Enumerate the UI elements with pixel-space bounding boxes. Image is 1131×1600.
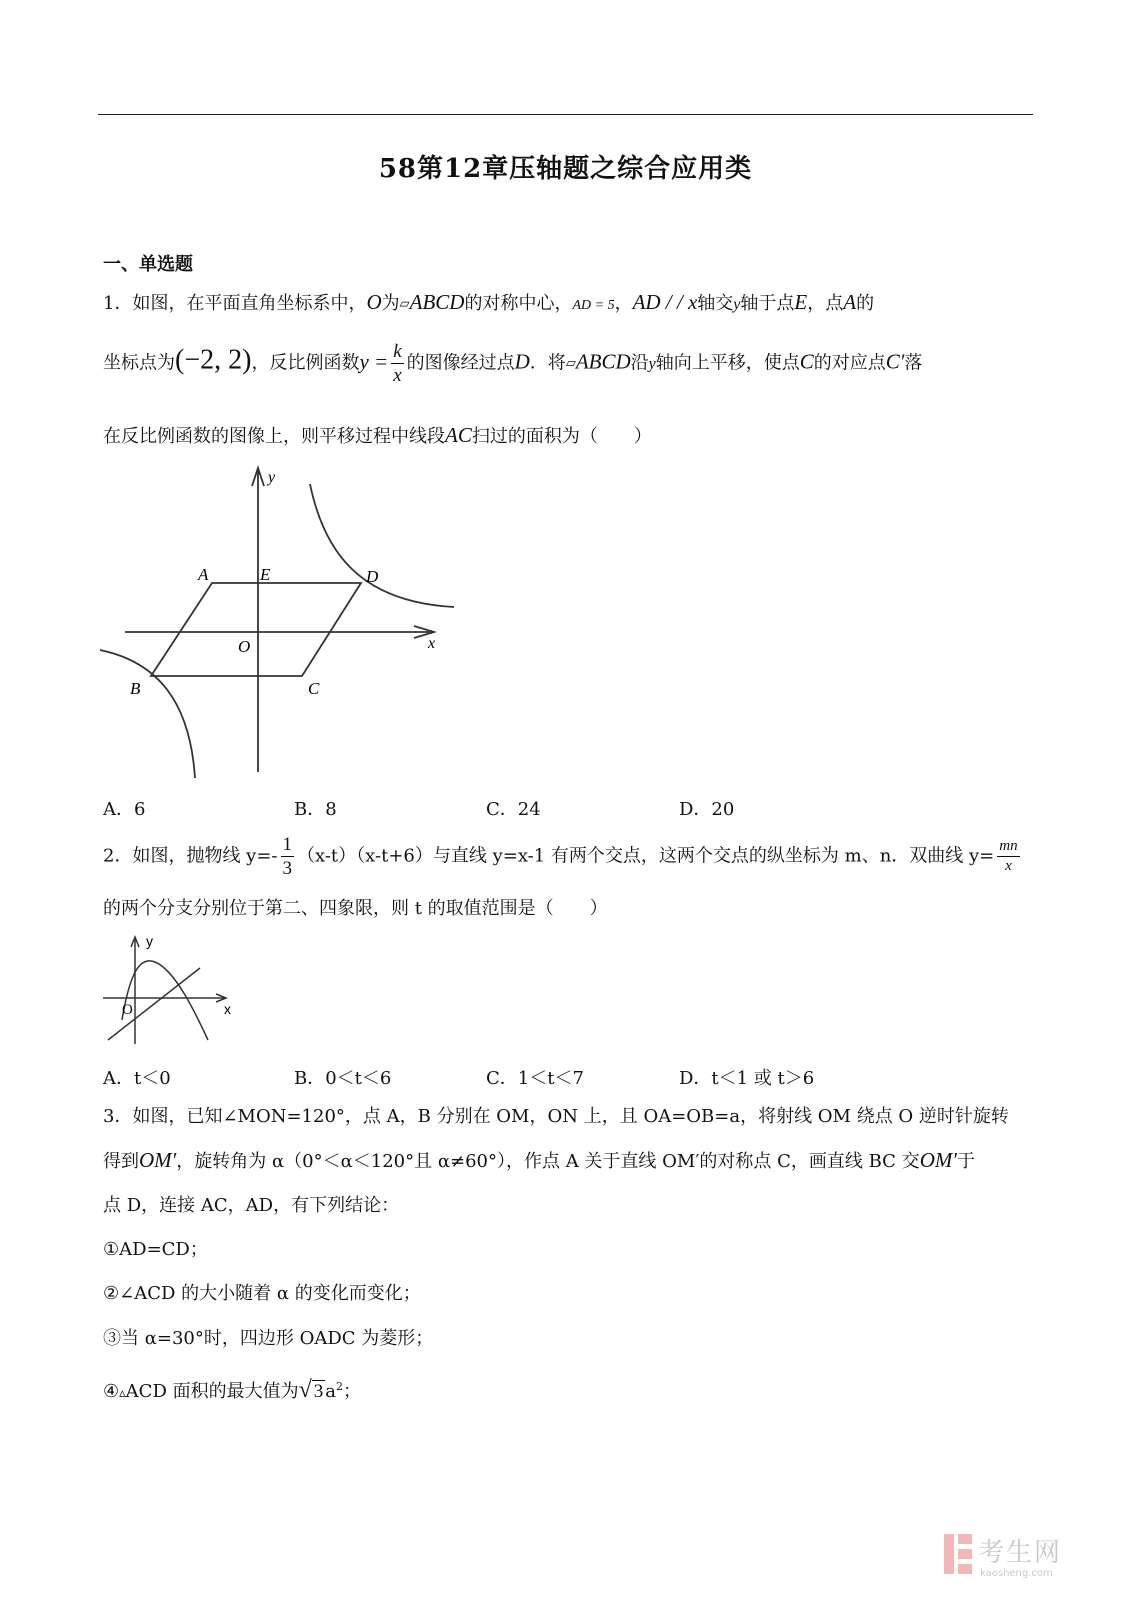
fraction-mn-over-x: $\frac{mn}{x}$	[999, 838, 1018, 874]
header-rule	[98, 114, 1033, 115]
q1-figure	[98, 462, 468, 782]
q1-option-a[interactable]: A．6	[103, 799, 146, 820]
q2-option-b[interactable]: B．0＜t＜6	[294, 1068, 392, 1089]
label-a: A	[198, 565, 209, 584]
label-e: E	[260, 565, 271, 584]
label-b: B	[130, 679, 141, 698]
q3-line-2: 得到OM′，旋转角为 α（0°＜α＜120°且 α≠60°），作点 A 关于直线 OM′的对称点 C，画直线 BC 交OM′于	[103, 1148, 975, 1172]
section-heading: 一、单选题	[103, 254, 193, 275]
label-c: C	[308, 679, 320, 698]
watermark-logo-icon	[942, 1532, 974, 1576]
q2-line-1: 2．如图，抛物线 y=- $\frac{1}{3}$ （x-t）（x-t+6）与直线 y=x-1 有两个交点，这两个交点的纵坐标为 m、n．双曲线 y= $\frac{mn}{x}$	[103, 834, 1018, 879]
label-y: y	[268, 469, 276, 486]
q2-option-c[interactable]: C．1＜t＜7	[486, 1068, 584, 1089]
q2-figure	[100, 932, 240, 1047]
label-d: D	[366, 567, 379, 586]
label-x: x	[428, 635, 436, 652]
q2-line-2: 的两个分支分别位于第二、四象限，则 t 的取值范围是（ ）	[103, 898, 608, 919]
q1-option-d[interactable]: D．20	[679, 799, 735, 820]
q1-option-c[interactable]: C．24	[486, 799, 541, 820]
watermark-url: kaosheng.com	[980, 1568, 1053, 1579]
label-o: O	[122, 1002, 133, 1018]
fraction-k-over-x: $\frac{k}{x}$	[393, 341, 402, 386]
q3-conclusion-1: ①AD=CD；	[103, 1239, 208, 1260]
label-x: x	[224, 1001, 231, 1017]
q3-conclusion-4: ④▵ACD 面积的最大值为√ 3 $a^2$；	[103, 1377, 362, 1403]
label-y: y	[146, 933, 153, 949]
fraction-one-third: $\frac{1}{3}$	[282, 834, 293, 879]
q1-option-b[interactable]: B．8	[294, 799, 337, 820]
parallelogram-abcd	[151, 583, 361, 676]
q3-conclusion-2: ②∠ACD 的大小随着 α 的变化而变化；	[103, 1283, 421, 1304]
hyperbola-branch-third	[100, 650, 195, 778]
q1-line-1: 1．如图，在平面直角坐标系中，O为▱ABCD的对称中心，AD = 5，AD / / x轴交y轴于点E，点A的	[103, 290, 875, 314]
q2-option-a[interactable]: A．t＜0	[103, 1068, 171, 1089]
q1-line-2: 坐标点为(−2, 2)，反比例函数y = $\frac{k}{x}$ 的图像经过点D．将▱ABCD沿y轴向上平移，使点C的对应点C′落	[103, 341, 923, 386]
q1-line-3: 在反比例函数的图像上，则平移过程中线段AC扫过的面积为（ ）	[103, 423, 652, 447]
q3-line-1: 3．如图，已知∠MON=120°，点 A，B 分别在 OM，ON 上，且 OA=OB=a，将射线 OM 绕点 O 逆时针旋转	[103, 1106, 1009, 1127]
watermark-text: 考生网	[978, 1538, 1063, 1568]
label-o: O	[238, 637, 251, 656]
q3-conclusion-3: ③当 α=30°时，四边形 OADC 为菱形；	[103, 1328, 434, 1349]
hyperbola-branch-first	[310, 484, 454, 607]
q2-option-d[interactable]: D．t＜1 或 t＞6	[679, 1068, 815, 1089]
sqrt-symbol: √ 3	[298, 1377, 324, 1403]
q3-line-3: 点 D，连接 AC，AD，有下列结论：	[103, 1195, 400, 1216]
page-title: 58第12章压轴题之综合应用类	[378, 154, 753, 184]
